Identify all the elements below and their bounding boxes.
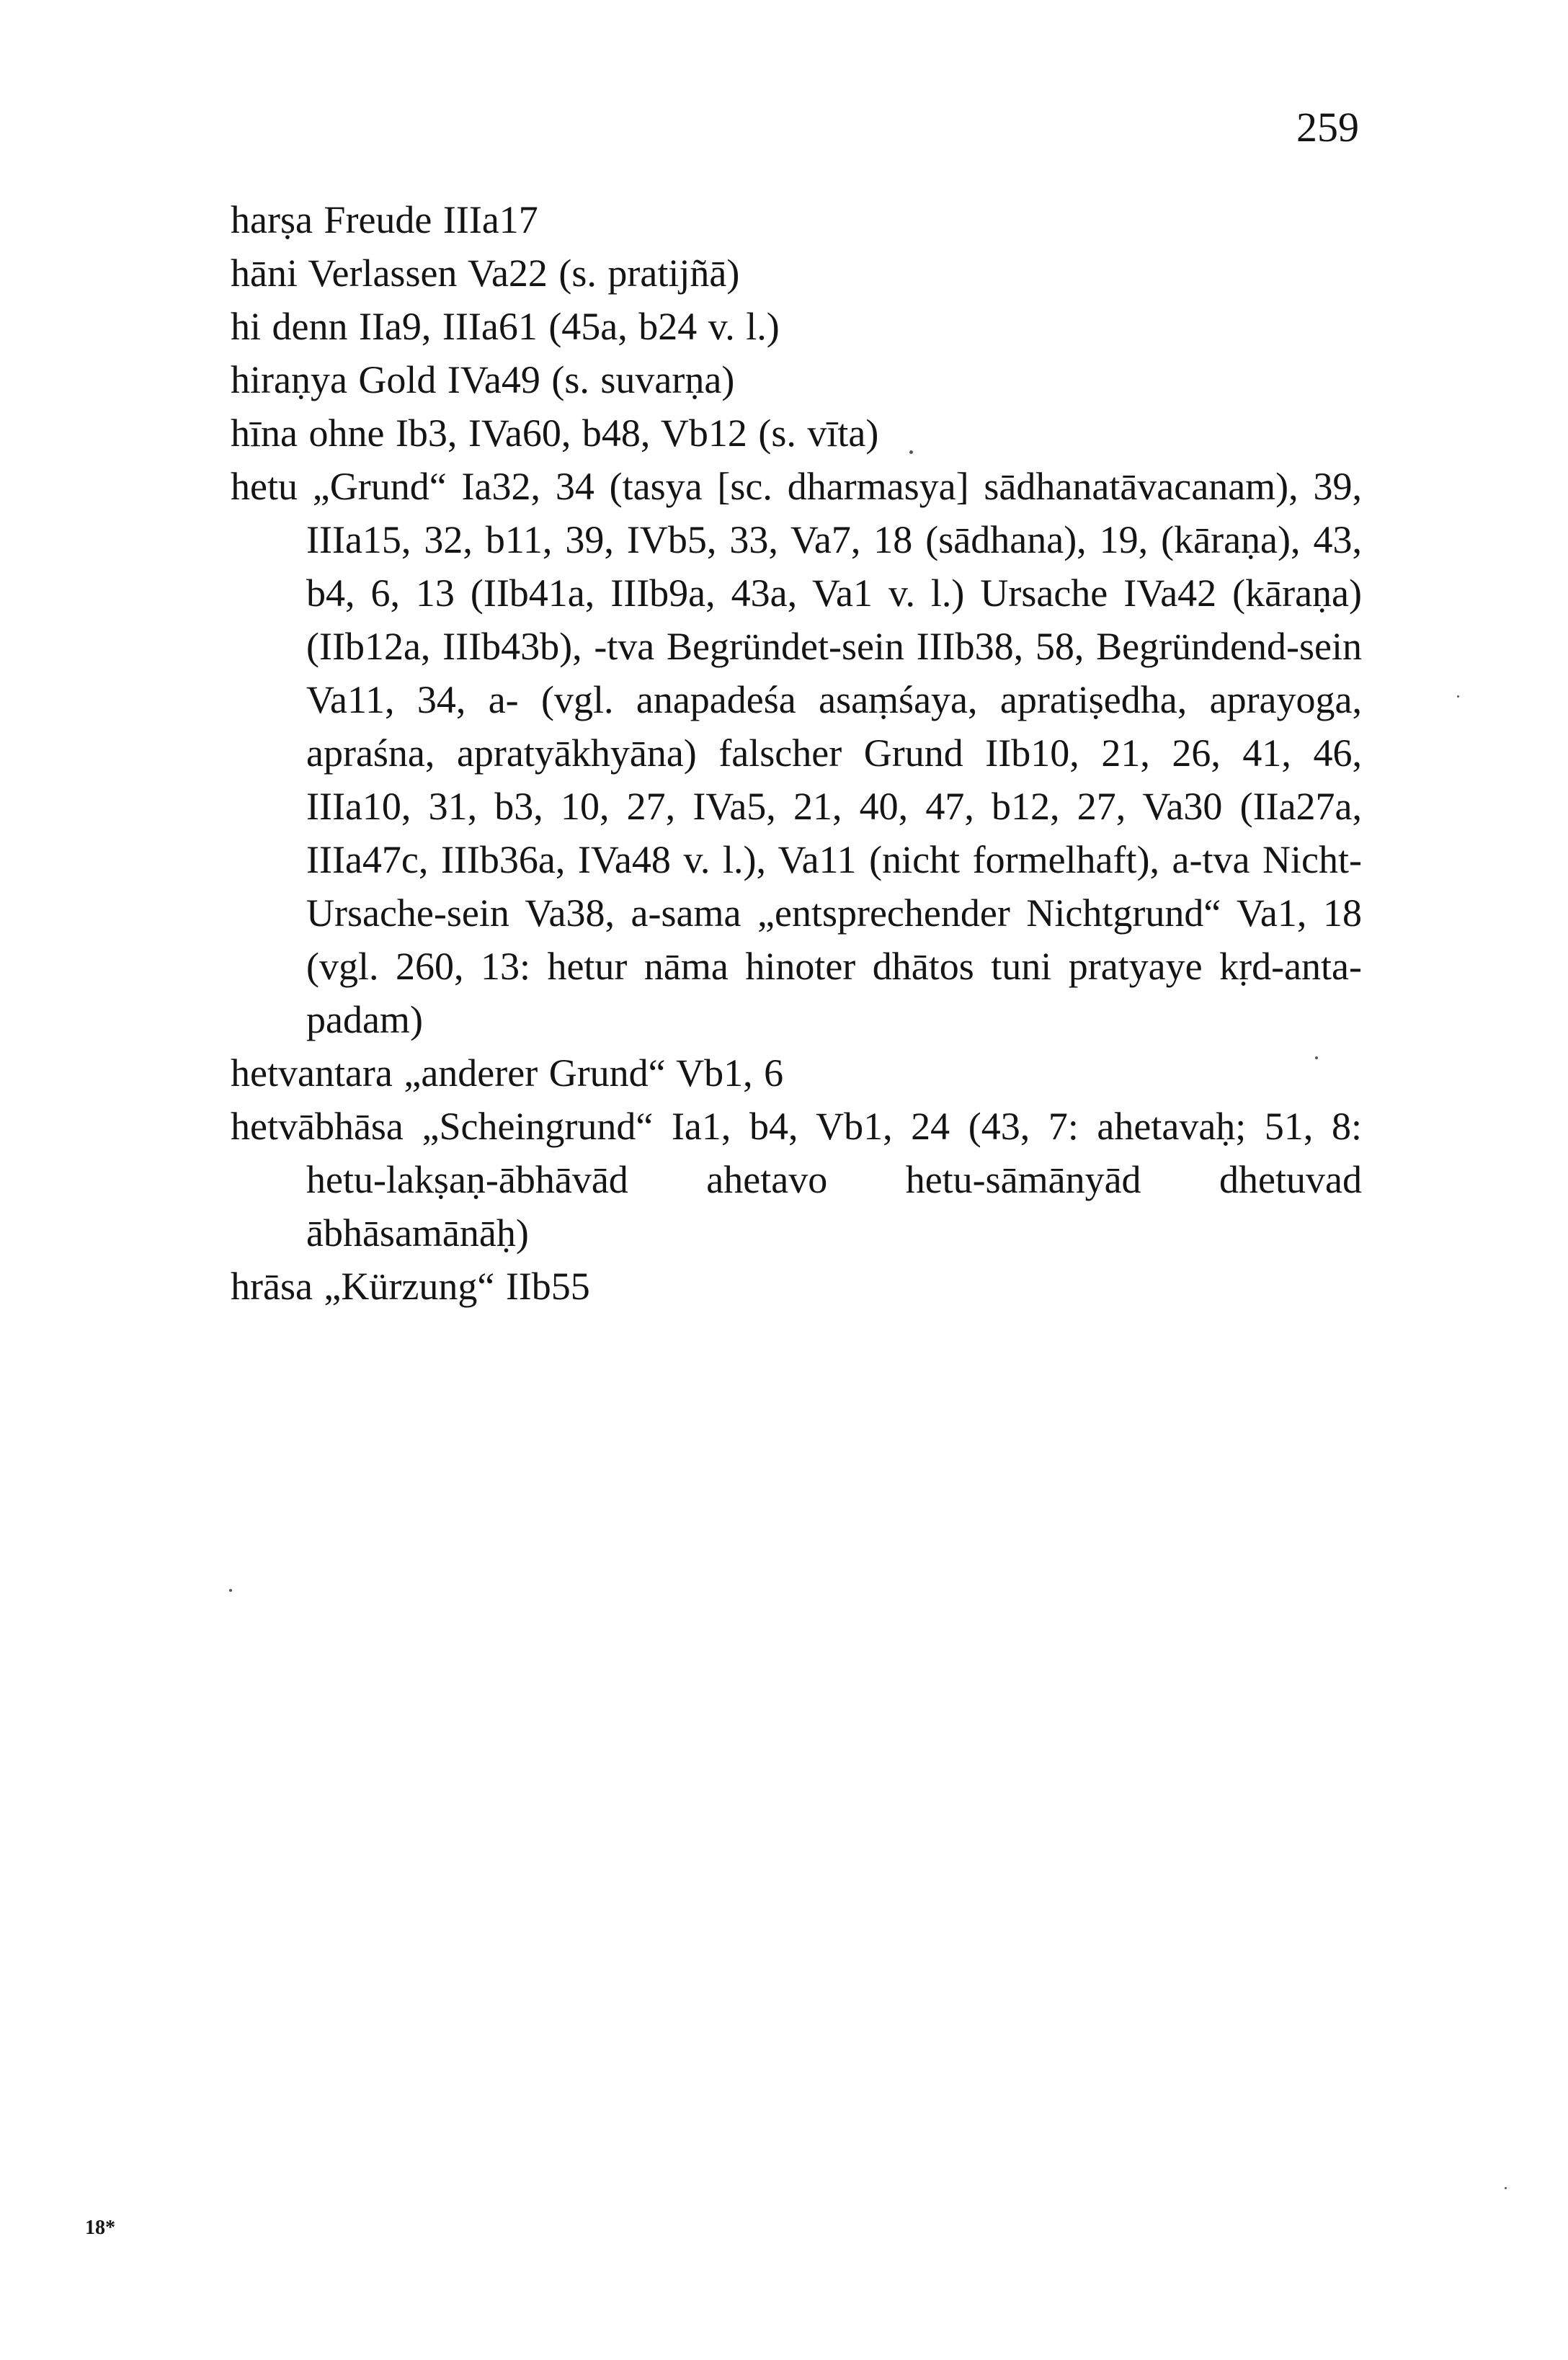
paper-speck [909,450,913,454]
paper-speck [1505,2187,1507,2189]
page-number: 259 [1296,104,1359,151]
index-entries [231,193,1362,1313]
index-entry: hetvantara „anderer Grund“ Vb1, 6 [231,1051,784,1095]
printer-signature-mark: 18* [85,2217,115,2239]
index-entry: hīna ohne Ib3, IVa60, b48, Vb12 (s. vīta) [231,411,879,455]
index-entry: hetu „Grund“ Ia32, 34 (tasya [sc. dharmasya] sādhanatāvacanam), 39, IIIa15, 32, b11, 39, IVb5, 33, Va7, 18 (sādhana), 19, (kāraṇa), 43, b4, 6, 13 (IIb41a, IIIb9a, 43a, Va1 v. l.) Ursache IVa42 (kāraṇa) (IIb12a, IIIb43b), -tva Begründet-sein IIIb38, 58, Begründend-sein Va11, 34, a- (vgl. anapadeśa asaṃśaya, apratiṣedha, aprayoga, apraśna, apratyākhyāna) falscher Grund IIb10, 21, 26, 41, 46, IIIa10, 31, b3, 10, 27, IVa5, 21, 40, 47, b12, 27, Va30 (IIa27a, IIIa47c, IIIb36a, IVa48 v. l.), Va11 (nicht formelhaft), a-tva Nicht-Ursache-sein Va38, a-sama „entsprechender Nichtgrund“ Va1, 18 (vgl. 260, 13: hetur nāma hinoter dhātos tuni pratyaye kṛd-anta-padam) [231,465,1362,1041]
index-entry: hi denn IIa9, IIIa61 (45a, b24 v. l.) [231,305,780,348]
paper-speck [1457,695,1459,698]
index-entry: hrāsa „Kürzung“ IIb55 [231,1265,590,1308]
paper-speck [1315,1056,1318,1059]
index-entry: hetvābhāsa „Scheingrund“ Ia1, b4, Vb1, 24 (43, 7: ahetavaḥ; 51, 8: hetu-lakṣaṇ-ābhāvād ahetavo hetu-sāmānyād dhetuvad ābhāsamānāḥ) [231,1105,1362,1255]
index-entry: hāni Verlassen Va22 (s. pratijñā) [231,251,740,295]
paper-speck [229,1589,232,1592]
index-entry: harṣa Freude IIIa17 [231,198,538,241]
index-entry: hiraṇya Gold IVa49 (s. suvarṇa) [231,358,735,401]
